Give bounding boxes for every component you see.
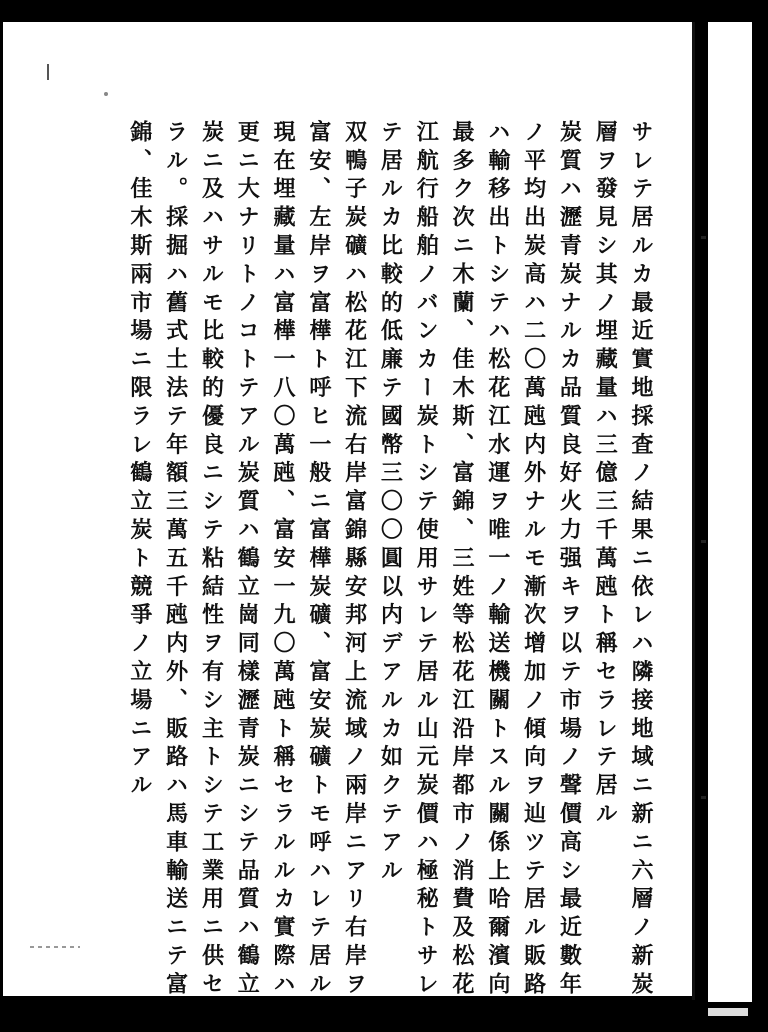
adjacent-page-edge (708, 22, 752, 1002)
corner-mark (728, 8, 754, 22)
text-line-9: 双鴨子炭礦ハ松花江下流右岸富錦縣安邦河上流域ノ兩岸ニアリ右岸ヲ (341, 120, 368, 1001)
text-line-7: 江航行船舶ノバンカー炭トシテ使用サレテ居ル山元炭價ハ極秘トサレ (413, 120, 440, 1001)
text-line-13: 炭ニ及ハサルモ比較的優良ニシテ粘結性ヲ有シ主トシテ工業用ニ供セ (198, 120, 225, 1001)
text-line-11: 現在埋藏量ハ富樺一八〇萬瓲、富安一九〇萬瓲ト稱セラルルカ實際ハ (270, 120, 297, 1001)
text-line-3: 炭質ハ瀝青炭ナルカ品質良好火力强キヲ以テ市場ノ聲價高シ最近數年 (556, 120, 583, 1001)
text-line-2: 層ヲ發見シ其ノ埋藏量ハ三億三千萬瓲ト稱セラレテ居ル (592, 120, 619, 830)
margin-dots (30, 946, 80, 948)
margin-dot (104, 92, 108, 96)
text-line-4: ノ平均出炭高ハ二〇萬瓲内外ナルモ漸次增加ノ傾向ヲ辿ツテ居ル販路 (520, 120, 547, 1001)
margin-mark (47, 64, 49, 80)
text-line-8: テ居ルカ比較的低廉テ國幣三〇〇圓以内デアルカ如クテアル (377, 120, 404, 887)
binding-notch (701, 540, 706, 543)
text-line-1: サレテ居ルカ最近實地採査ノ結果ニ依レハ隣接地域ニ新ニ六層ノ新炭 (628, 120, 654, 1001)
corner-mark-bottom (708, 1008, 748, 1016)
binding-notch (701, 236, 706, 239)
binding-notch (701, 796, 706, 799)
text-line-6: 最多ク次ニ木蘭、佳木斯、富錦、三姓等松花江沿岸都市ノ消費及松花 (449, 120, 476, 1001)
page-fold-line (692, 22, 695, 1000)
text-line-12: 更ニ大ナリトノコトテアル炭質ハ鶴立崗同樣瀝青炭ニシテ品質ハ鶴立 (234, 120, 261, 1001)
text-line-10: 富安、左岸ヲ富樺ト呼ヒ一般ニ富樺炭礦、富安炭礦トモ呼ハレテ居ル (305, 120, 332, 1001)
vertical-text-body (98, 120, 658, 1001)
text-line-15: 錦、佳木斯兩市場ニ限ラレ鶴立炭ト競爭ノ立場ニアル (126, 120, 153, 802)
text-line-14: ラル。採掘ハ舊式土法テ年額三萬五千瓲内外、販路ハ馬車輸送ニテ富 (162, 120, 189, 1001)
text-line-5: ハ輸移出トシテハ松花江水運ヲ唯一ノ輸送機關トスル關係上哈爾濱向 (484, 120, 511, 1001)
